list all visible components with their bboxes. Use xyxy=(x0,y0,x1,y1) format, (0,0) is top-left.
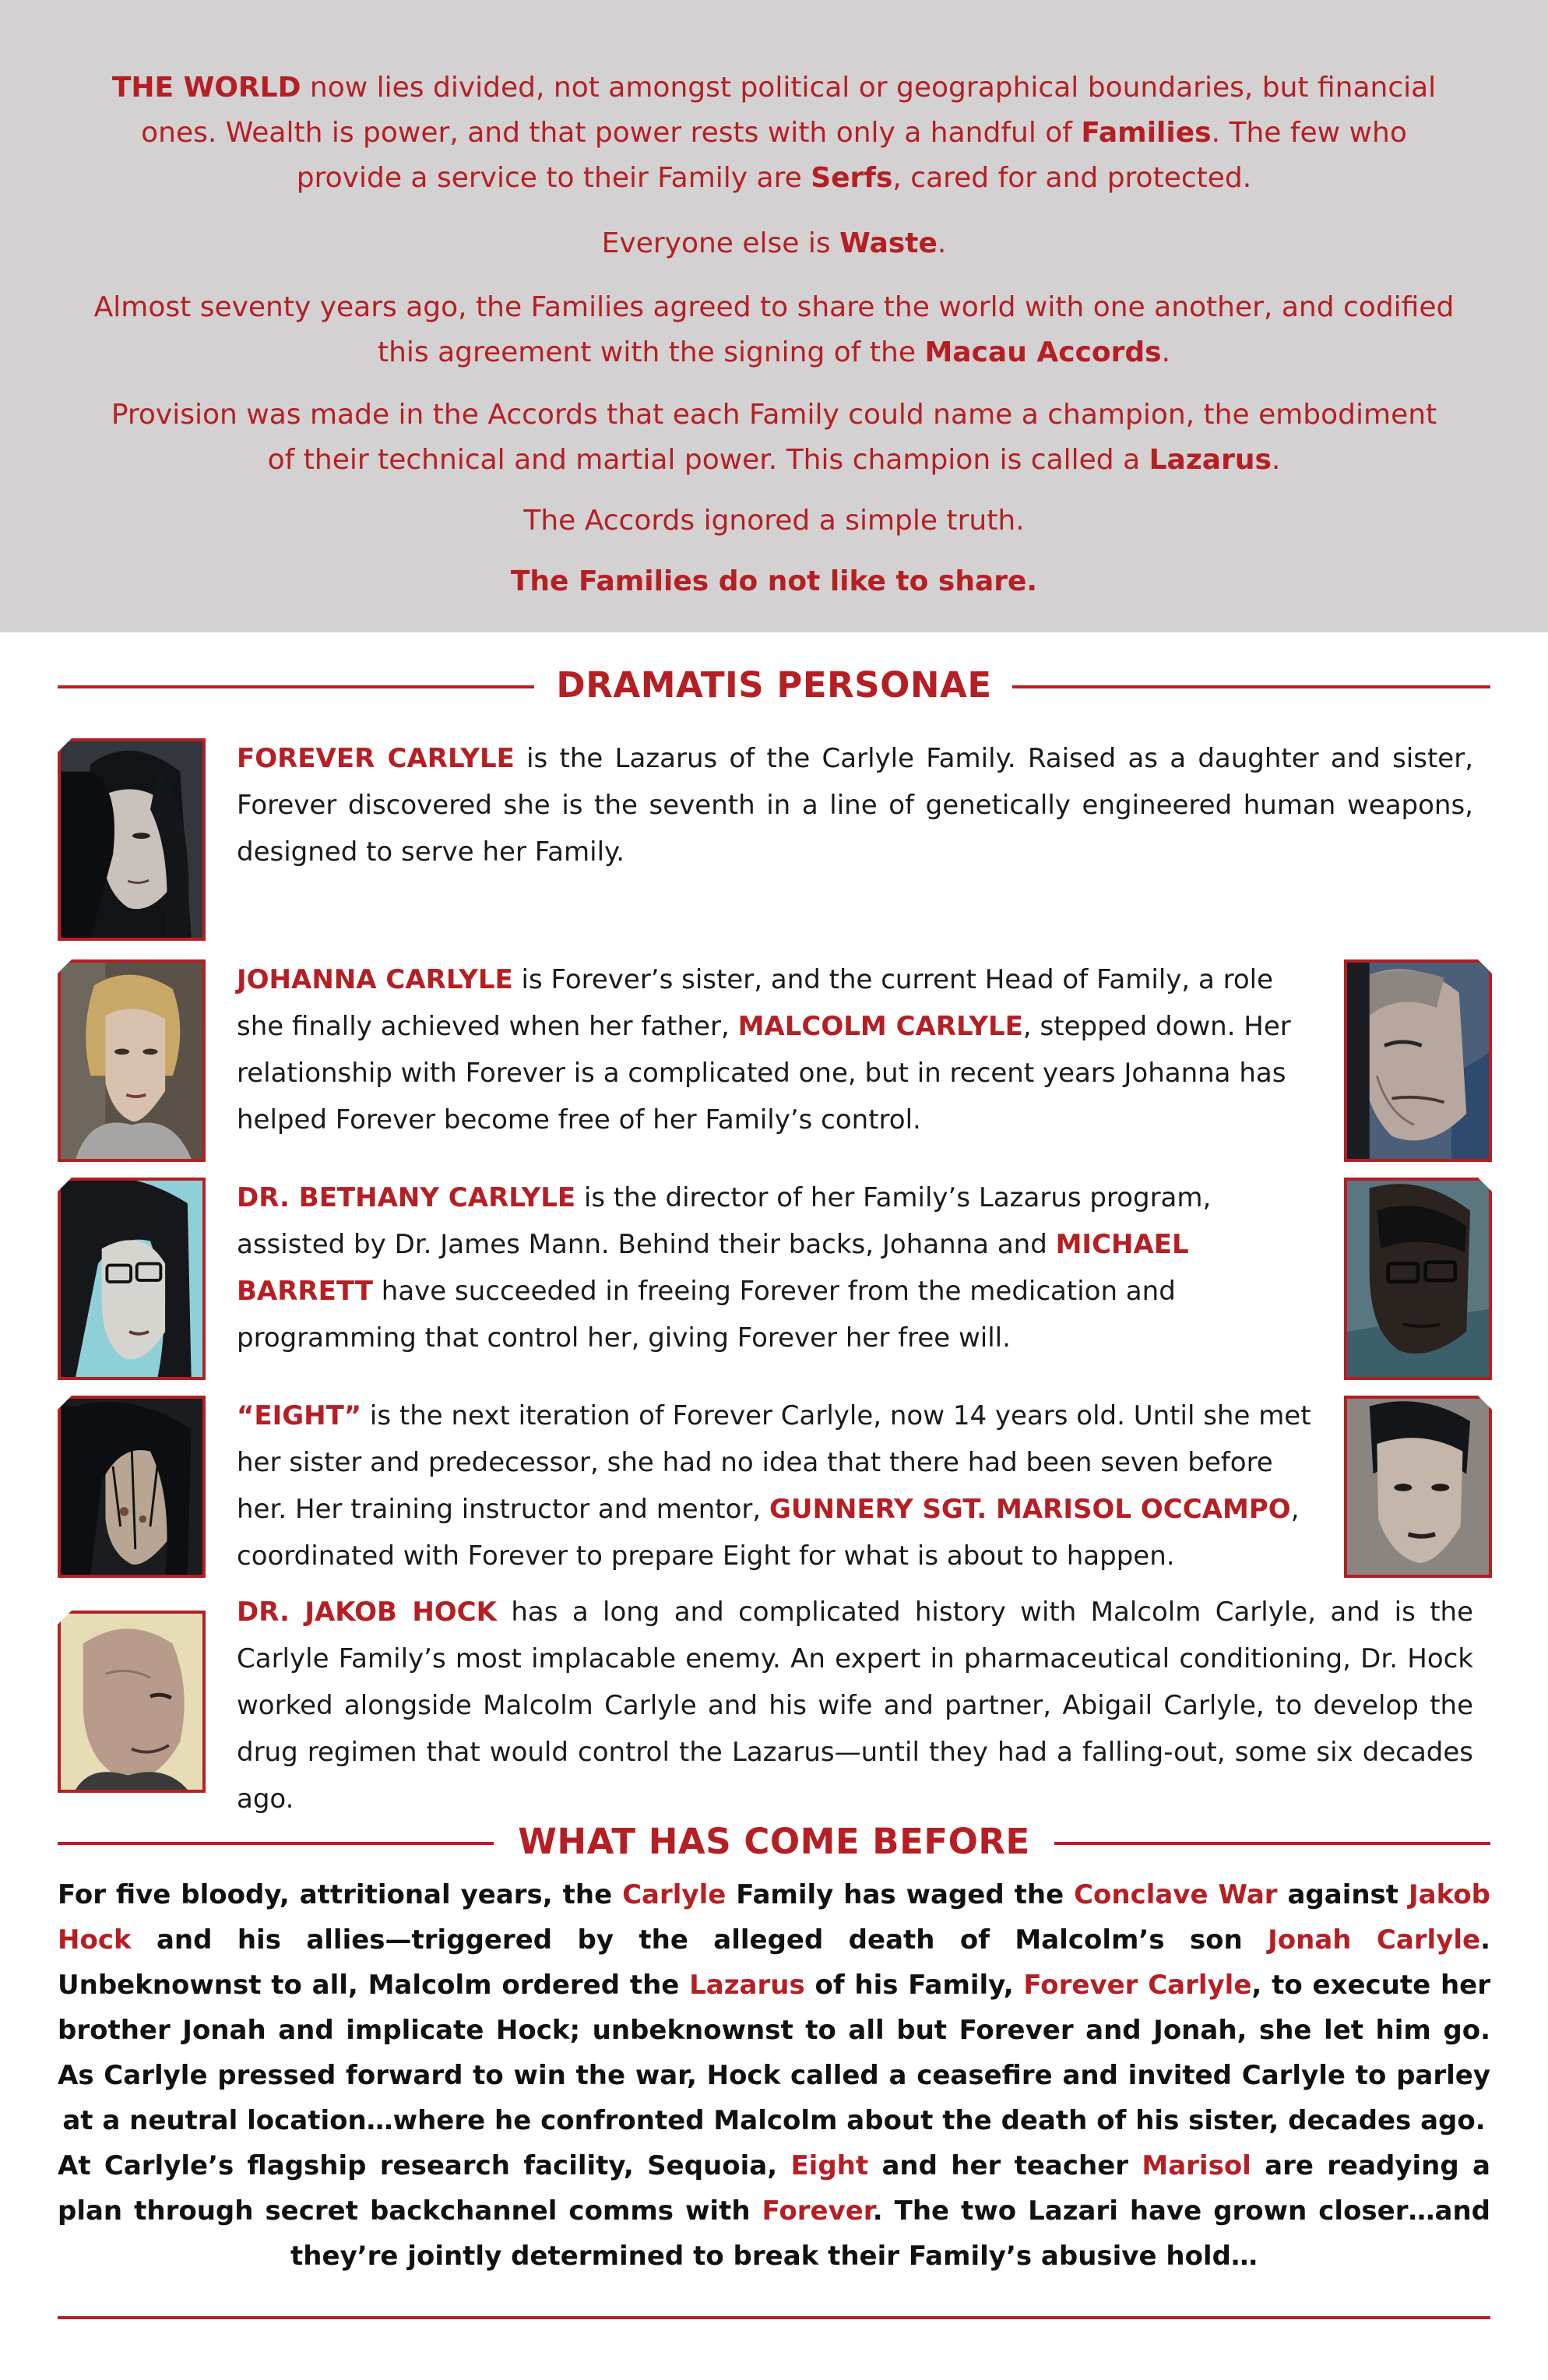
blurb-johanna xyxy=(237,956,1318,1143)
highlight-forever: Forever xyxy=(762,2195,873,2227)
highlight-forever-carlyle: Forever Carlyle xyxy=(1023,1970,1252,2001)
intro-text: Everyone else is xyxy=(601,227,840,259)
lazarus-emphasis: Lazarus xyxy=(1149,444,1272,476)
intro-paragraph-1 xyxy=(93,65,1455,201)
character-description: is the Lazarus of the Carlyle Family. Raised as a daughter and sister, Forever discovered she is the seventh in a line of genetically engineered human weapons, designed to serve her Family. xyxy=(237,743,1474,868)
recap-text: Family has waged the xyxy=(726,1879,1075,1910)
recap-text: For five bloody, attritional years, the xyxy=(58,1879,623,1910)
portrait-hock-image xyxy=(61,1614,202,1790)
highlight-eight: Eight xyxy=(790,2150,869,2181)
recap-paragraph-1 xyxy=(58,1872,1490,2143)
portrait-eight-image xyxy=(61,1399,202,1575)
character-description: has a long and complicated history with Malcolm Carlyle, and is the Carlyle Family’s most implacable enemy. An expert in pharmaceutical conditioning, Dr. Hock worked alongside Malcolm Carlyle and his wife and partner, Abigail Carlyle, to develop the drug regimen that would control the Lazarus—until they had a falling-out, some six decades ago. xyxy=(237,1597,1474,1815)
character-name-eight: “EIGHT” xyxy=(237,1400,362,1431)
portrait-johanna-image xyxy=(61,963,202,1159)
serfs-emphasis: Serfs xyxy=(811,162,893,194)
intro-panel xyxy=(0,0,1548,632)
character-description: is Forever’s sister, and the current Head of Family, a role she finally achieved when her father, xyxy=(237,964,1274,1042)
character-name-forever: FOREVER CARLYLE xyxy=(237,743,515,774)
character-description: , coordinated with Forever to prepare Eight for what is about to happen. xyxy=(237,1494,1300,1572)
intro-paragraph-3 xyxy=(93,285,1455,375)
portrait-bethany-image xyxy=(61,1181,202,1377)
world-emphasis: THE WORLD xyxy=(111,72,301,104)
intro-text: now lies divided, not amongst political or geographical boundaries, but financial ones. Wealth is power, and that power rests with only a handful of xyxy=(141,72,1437,149)
intro-paragraph-2 xyxy=(93,221,1455,266)
character-name-hock: DR. JAKOB HOCK xyxy=(237,1597,497,1628)
recap-text: . The two Lazari have grown closer…and they’re jointly determined to break their Family’s abusive hold… xyxy=(290,2195,1490,2272)
recap-text: of his Family, xyxy=(804,1970,1024,2001)
recap-paragraph-2 xyxy=(58,2143,1490,2279)
recap-text: , to execute her brother Jonah and implicate Hock; unbeknownst to all but Forever and Jonah, she let him go. As Carlyle pressed forward to win the war, Hock called a ceasefire and invited Carlyle to parley at a neutral location…where he confronted Malcolm about the death of his sister, decades ago. xyxy=(58,1970,1491,2136)
intro-paragraph-4 xyxy=(93,393,1455,483)
highlight-jakob-hock: Jakob Hock xyxy=(58,1879,1490,1956)
section-title: WHAT HAS COME BEFORE xyxy=(518,1821,1030,1862)
intro-text: . xyxy=(1271,444,1281,476)
intro-paragraph-5: The Accords ignored a simple truth. xyxy=(523,505,1025,537)
macau-accords-emphasis: Macau Accords xyxy=(924,336,1162,368)
recap-text: and his allies—triggered by the alleged death of Malcolm’s son xyxy=(131,1924,1268,1956)
blurb-hock xyxy=(237,1589,1473,1822)
character-description: , stepped down. Her relationship with Forever is a complicated one, but in recent years Johanna has helped Forever become free of her Family’s control. xyxy=(237,1011,1291,1135)
recap-text: and her teacher xyxy=(868,2150,1142,2181)
character-name-michael-barrett: MICHAEL BARRETT xyxy=(237,1229,1189,1307)
recap-text: are readying a plan through secret backchannel comms with xyxy=(58,2150,1490,2227)
character-description: is the director of her Family’s Lazarus program, assisted by Dr. James Mann. Behind their backs, Johanna and xyxy=(237,1182,1212,1260)
what-has-come-before-heading xyxy=(0,1818,1548,1865)
waste-emphasis: Waste xyxy=(839,227,938,259)
portrait-eight xyxy=(58,1396,206,1578)
highlight-carlyle: Carlyle xyxy=(622,1879,727,1910)
portrait-forever-image xyxy=(61,741,202,938)
portrait-bethany xyxy=(58,1178,206,1380)
blurb-bethany xyxy=(237,1174,1318,1361)
intro-text: . The few who provide a service to their Family are xyxy=(296,117,1407,194)
portrait-malcolm xyxy=(1344,959,1492,1162)
intro-text: . xyxy=(937,227,947,259)
intro-paragraph-6: The Families do not like to share. xyxy=(510,565,1038,597)
character-description: is the next iteration of Forever Carlyle, now 14 years old. Until she met her sister and predecessor, she had no idea that there had been seven before her. Her training instructor and mentor, xyxy=(237,1400,1311,1525)
portrait-johanna xyxy=(58,959,206,1162)
families-emphasis: Families xyxy=(1081,117,1212,149)
recap-text: against xyxy=(1277,1879,1409,1910)
character-name-marisol: GUNNERY SGT. MARISOL OCCAMPO xyxy=(769,1494,1291,1525)
character-name-johanna: JOHANNA CARLYLE xyxy=(237,964,513,995)
character-name-malcolm: MALCOLM CARLYLE xyxy=(737,1011,1023,1042)
dramatis-personae-heading xyxy=(0,662,1548,709)
portrait-marisol-image xyxy=(1347,1399,1489,1575)
highlight-conclave-war: Conclave War xyxy=(1074,1879,1278,1910)
intro-text: Provision was made in the Accords that each Family could name a champion, the embodiment of their technical and martial power. This champion is called a xyxy=(111,399,1437,476)
section-title: DRAMATIS PERSONAE xyxy=(556,664,992,706)
portrait-hock xyxy=(58,1611,206,1793)
character-description: have succeeded in freeing Forever from the medication and programming that control her, giving Forever her free will. xyxy=(237,1276,1176,1354)
character-name-bethany: DR. BETHANY CARLYLE xyxy=(237,1182,576,1213)
intro-text: , cared for and protected. xyxy=(892,162,1252,194)
intro-text: . xyxy=(1161,336,1171,368)
portrait-marisol xyxy=(1344,1396,1492,1578)
highlight-jonah-carlyle: Jonah Carlyle xyxy=(1268,1924,1481,1956)
recap-text: At Carlyle’s flagship research facility, Sequoia, xyxy=(58,2150,791,2181)
highlight-lazarus: Lazarus xyxy=(689,1970,805,2001)
intro-text: Almost seventy years ago, the Families agreed to share the world with one another, and codified this agreement with the signing of the xyxy=(93,291,1455,368)
blurb-forever xyxy=(237,735,1473,875)
portrait-malcolm-image xyxy=(1347,963,1489,1159)
recap-text: . Unbeknownst to all, Malcolm ordered the xyxy=(58,1924,1490,2001)
highlight-marisol: Marisol xyxy=(1142,2150,1251,2181)
blurb-eight xyxy=(237,1392,1318,1579)
portrait-michael-barrett-image xyxy=(1347,1181,1489,1377)
portrait-forever xyxy=(58,738,206,941)
portrait-michael-barrett xyxy=(1344,1178,1492,1380)
bottom-rule xyxy=(58,2316,1490,2319)
